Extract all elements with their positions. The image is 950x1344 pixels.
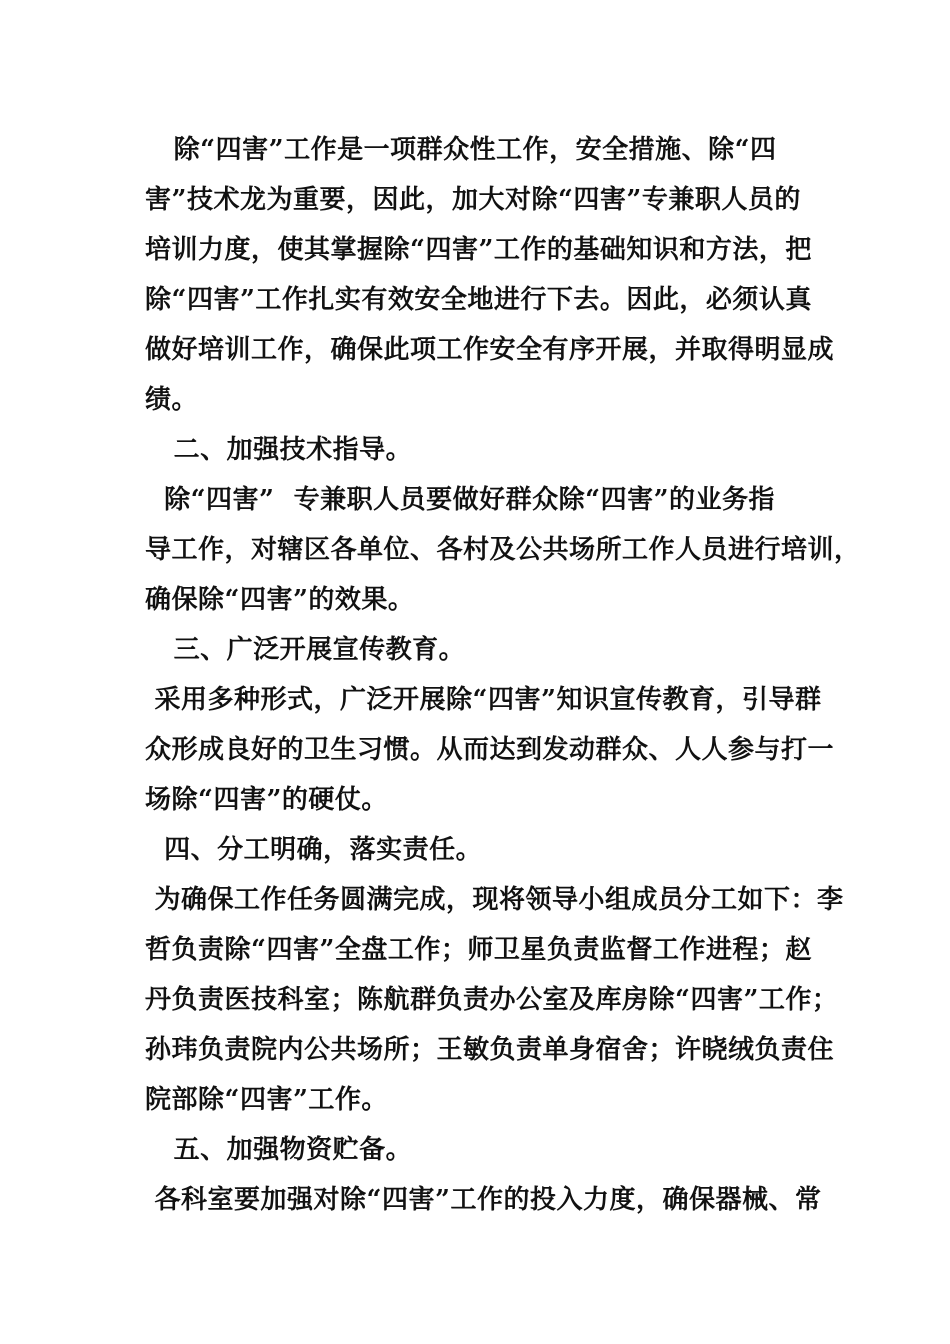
section-heading: 五、加强物资贮备。	[145, 1135, 413, 1165]
paragraph-line: 孙玮负责院内公共场所；王敏负责单身宿舍；许晓绒负责住	[145, 1035, 835, 1065]
paragraph-line: 绩。	[145, 385, 199, 415]
paragraph-line: 为确保工作任务圆满完成，现将领导小组成员分工如下：李	[145, 885, 844, 915]
paragraph-line: 做好培训工作，确保此项工作安全有序开展，并取得明显成	[145, 335, 835, 365]
paragraph-line: 害”技术龙为重要，因此，加大对除“四害”专兼职人员的	[145, 185, 801, 215]
section-heading: 三、广泛开展宣传教育。	[145, 635, 466, 665]
section-heading: 二、加强技术指导。	[145, 435, 413, 465]
paragraph-line: 确保除“四害”的效果。	[145, 585, 415, 615]
paragraph-line: 众形成良好的卫生习惯。从而达到发动群众、人人参与打一	[145, 735, 835, 765]
section-heading: 四、分工明确，落实责任。	[145, 835, 483, 865]
paragraph-line: 培训力度，使其掌握除“四害”工作的基础知识和方法，把	[145, 235, 812, 265]
paragraph-line: 场除“四害”的硬仗。	[145, 785, 388, 815]
paragraph-line: 导工作，对辖区各单位、各村及公共场所工作人员进行培训，	[145, 535, 861, 565]
paragraph-line: 采用多种形式，广泛开展除“四害”知识宣传教育，引导群	[145, 685, 822, 715]
paragraph-line: 除“四害” 专兼职人员要做好群众除“四害”的业务指	[145, 485, 776, 515]
paragraph-line: 除“四害”工作扎实有效安全地进行下去。因此，必须认真	[145, 285, 812, 315]
paragraph-line: 除“四害”工作是一项群众性工作，安全措施、除“四	[145, 135, 777, 165]
paragraph-line: 各科室要加强对除“四害”工作的投入力度，确保器械、常	[145, 1185, 822, 1215]
paragraph-line: 丹负责医技科室；陈航群负责办公室及库房除“四害”工作；	[145, 985, 839, 1015]
paragraph-line: 院部除“四害”工作。	[145, 1085, 388, 1115]
paragraph-line: 哲负责除“四害”全盘工作；师卫星负责监督工作进程；赵	[145, 935, 812, 965]
